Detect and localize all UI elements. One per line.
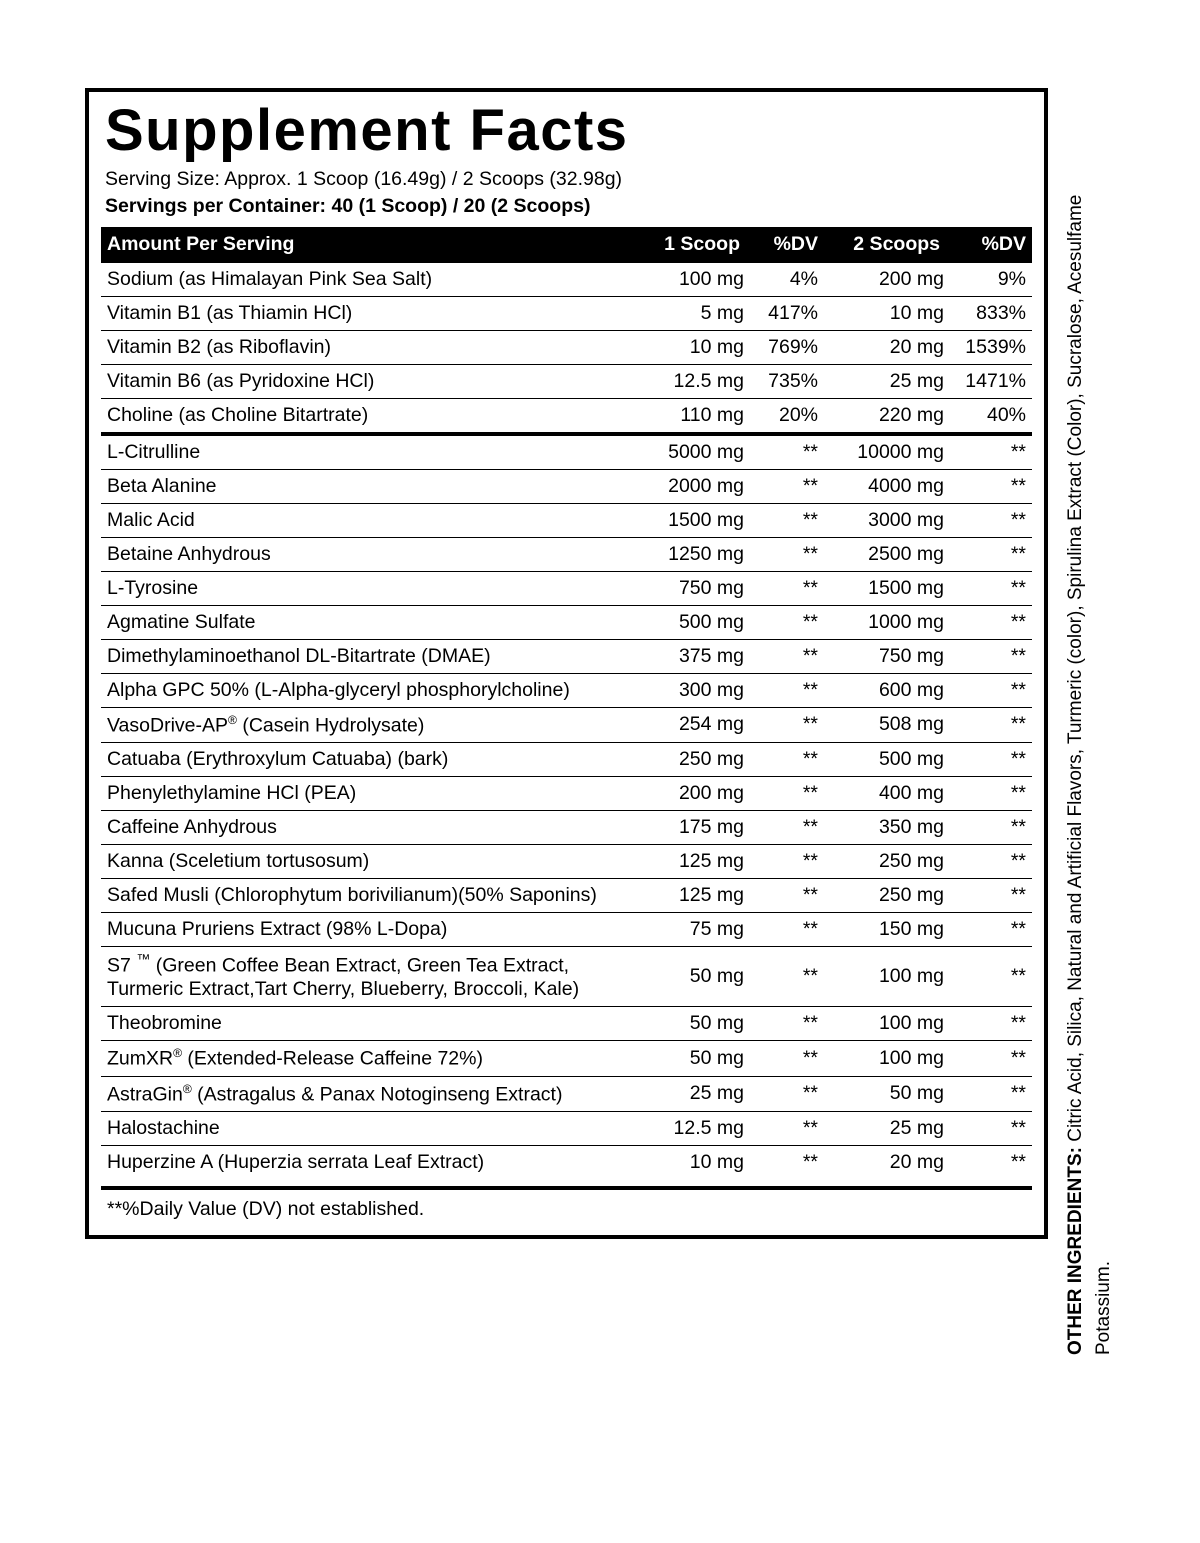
- row-amount-2-scoops: 10000 mg: [822, 434, 944, 470]
- row-name: Safed Musli (Chlorophytum borivilianum)(50% Saponins): [101, 879, 632, 913]
- row-name: Vitamin B1 (as Thiamin HCl): [101, 296, 632, 330]
- row-amount-2-scoops: 350 mg: [822, 811, 944, 845]
- table-row: [101, 879, 1032, 913]
- row-name: VasoDrive-AP® (Casein Hydrolysate): [101, 707, 632, 743]
- row-amount-1-scoop: 50 mg: [632, 947, 744, 1007]
- header-1-scoop: 1 Scoop: [664, 232, 740, 255]
- row-amount-1-scoop: 12.5 mg: [632, 1112, 744, 1146]
- header-dv-2-scoops: %DV: [981, 232, 1026, 255]
- row-dv-2-scoops: **: [944, 503, 1032, 537]
- row-dv-2-scoops: **: [944, 434, 1032, 470]
- table-row: [101, 707, 1032, 743]
- supplement-facts-panel: [85, 88, 1048, 1239]
- row-name: S7 ™ (Green Coffee Bean Extract, Green Tea Extract, Turmeric Extract,Tart Cherry, Blueberry, Broccoli, Kale): [101, 947, 632, 1007]
- row-amount-2-scoops: 100 mg: [822, 947, 944, 1007]
- row-amount-2-scoops: 750 mg: [822, 639, 944, 673]
- row-dv-1-scoop: **: [744, 537, 822, 571]
- row-amount-2-scoops: 3000 mg: [822, 503, 944, 537]
- table-row: [101, 1112, 1032, 1146]
- row-dv-2-scoops: **: [944, 469, 1032, 503]
- row-amount-2-scoops: 10 mg: [822, 296, 944, 330]
- row-dv-1-scoop: **: [744, 913, 822, 947]
- table-row: [101, 845, 1032, 879]
- row-amount-1-scoop: 200 mg: [632, 777, 744, 811]
- row-amount-1-scoop: 110 mg: [632, 398, 744, 434]
- row-amount-1-scoop: 1250 mg: [632, 537, 744, 571]
- row-dv-1-scoop: **: [744, 743, 822, 777]
- row-dv-2-scoops: **: [944, 639, 1032, 673]
- header-amount-per-serving: Amount Per Serving: [107, 232, 295, 255]
- row-amount-1-scoop: 500 mg: [632, 605, 744, 639]
- row-dv-2-scoops: 833%: [944, 296, 1032, 330]
- row-amount-1-scoop: 100 mg: [632, 262, 744, 296]
- row-dv-1-scoop: **: [744, 434, 822, 470]
- row-name: Vitamin B2 (as Riboflavin): [101, 330, 632, 364]
- row-dv-1-scoop: 735%: [744, 364, 822, 398]
- row-amount-2-scoops: 250 mg: [822, 845, 944, 879]
- row-amount-2-scoops: 50 mg: [822, 1076, 944, 1112]
- row-amount-1-scoop: 250 mg: [632, 743, 744, 777]
- table-row: [101, 503, 1032, 537]
- row-dv-2-scoops: 1471%: [944, 364, 1032, 398]
- row-dv-1-scoop: **: [744, 469, 822, 503]
- row-name: Malic Acid: [101, 503, 632, 537]
- row-name: L-Tyrosine: [101, 571, 632, 605]
- row-dv-1-scoop: 4%: [744, 262, 822, 296]
- nutrition-table: [101, 227, 1032, 1180]
- row-amount-1-scoop: 10 mg: [632, 330, 744, 364]
- row-amount-2-scoops: 4000 mg: [822, 469, 944, 503]
- row-name: Theobromine: [101, 1007, 632, 1041]
- row-amount-1-scoop: 10 mg: [632, 1146, 744, 1180]
- row-amount-2-scoops: 508 mg: [822, 707, 944, 743]
- table-row: [101, 1041, 1032, 1077]
- table-header-row: [101, 227, 1032, 263]
- header-dv-1-scoop: %DV: [773, 232, 818, 255]
- row-dv-1-scoop: **: [744, 571, 822, 605]
- row-amount-1-scoop: 254 mg: [632, 707, 744, 743]
- row-amount-2-scoops: 400 mg: [822, 777, 944, 811]
- servings-per-container-line: Servings per Container: 40 (1 Scoop) / 20 (2 Scoops): [105, 195, 591, 218]
- row-dv-1-scoop: 20%: [744, 398, 822, 434]
- row-name: Phenylethylamine HCl (PEA): [101, 777, 632, 811]
- table-row: [101, 1076, 1032, 1112]
- row-name: Sodium (as Himalayan Pink Sea Salt): [101, 262, 632, 296]
- row-amount-1-scoop: 50 mg: [632, 1007, 744, 1041]
- row-amount-1-scoop: 25 mg: [632, 1076, 744, 1112]
- row-dv-1-scoop: **: [744, 947, 822, 1007]
- row-name: Betaine Anhydrous: [101, 537, 632, 571]
- serving-size-line: Serving Size: Approx. 1 Scoop (16.49g) / 2 Scoops (32.98g): [105, 168, 623, 190]
- row-amount-2-scoops: 1500 mg: [822, 571, 944, 605]
- row-dv-2-scoops: **: [944, 913, 1032, 947]
- row-name: Vitamin B6 (as Pyridoxine HCl): [101, 364, 632, 398]
- row-name: ZumXR® (Extended-Release Caffeine 72%): [101, 1041, 632, 1077]
- page-title: Supplement Facts: [105, 98, 629, 163]
- row-dv-2-scoops: **: [944, 879, 1032, 913]
- table-row: [101, 330, 1032, 364]
- row-amount-2-scoops: 25 mg: [822, 1112, 944, 1146]
- row-name: Halostachine: [101, 1112, 632, 1146]
- row-dv-1-scoop: **: [744, 673, 822, 707]
- row-amount-2-scoops: 100 mg: [822, 1007, 944, 1041]
- table-row: [101, 296, 1032, 330]
- row-dv-2-scoops: **: [944, 845, 1032, 879]
- row-dv-1-scoop: **: [744, 1112, 822, 1146]
- row-amount-1-scoop: 175 mg: [632, 811, 744, 845]
- row-dv-1-scoop: **: [744, 503, 822, 537]
- row-dv-2-scoops: **: [944, 1076, 1032, 1112]
- row-dv-2-scoops: **: [944, 947, 1032, 1007]
- row-dv-2-scoops: 40%: [944, 398, 1032, 434]
- row-dv-2-scoops: **: [944, 777, 1032, 811]
- table-row: [101, 605, 1032, 639]
- row-amount-1-scoop: 750 mg: [632, 571, 744, 605]
- row-amount-1-scoop: 75 mg: [632, 913, 744, 947]
- row-dv-1-scoop: **: [744, 1007, 822, 1041]
- row-amount-2-scoops: 20 mg: [822, 330, 944, 364]
- row-dv-2-scoops: 1539%: [944, 330, 1032, 364]
- row-amount-2-scoops: 20 mg: [822, 1146, 944, 1180]
- other-ingredients-text: Citric Acid, Silica, Natural and Artificial Flavors, Turmeric (color), Spirulina Extract (Color), Sucralose, Acesulfame Potassium.: [1065, 194, 1114, 1355]
- row-dv-1-scoop: **: [744, 1041, 822, 1077]
- table-row: [101, 1007, 1032, 1041]
- row-amount-1-scoop: 50 mg: [632, 1041, 744, 1077]
- row-dv-1-scoop: **: [744, 879, 822, 913]
- row-amount-1-scoop: 12.5 mg: [632, 364, 744, 398]
- table-row: [101, 434, 1032, 470]
- row-dv-2-scoops: **: [944, 1007, 1032, 1041]
- table-row: [101, 262, 1032, 296]
- row-name: Caffeine Anhydrous: [101, 811, 632, 845]
- row-amount-2-scoops: 220 mg: [822, 398, 944, 434]
- row-amount-2-scoops: 150 mg: [822, 913, 944, 947]
- row-dv-2-scoops: **: [944, 1146, 1032, 1180]
- row-dv-1-scoop: **: [744, 777, 822, 811]
- table-row: [101, 398, 1032, 434]
- row-amount-2-scoops: 200 mg: [822, 262, 944, 296]
- header-2-scoops: 2 Scoops: [853, 232, 940, 255]
- row-dv-2-scoops: **: [944, 605, 1032, 639]
- row-dv-2-scoops: **: [944, 811, 1032, 845]
- row-name: Beta Alanine: [101, 469, 632, 503]
- row-name: Kanna (Sceletium tortusosum): [101, 845, 632, 879]
- row-dv-1-scoop: 417%: [744, 296, 822, 330]
- row-dv-2-scoops: **: [944, 537, 1032, 571]
- row-name: L-Citrulline: [101, 434, 632, 470]
- row-amount-1-scoop: 2000 mg: [632, 469, 744, 503]
- row-dv-2-scoops: 9%: [944, 262, 1032, 296]
- row-dv-2-scoops: **: [944, 571, 1032, 605]
- table-row: [101, 811, 1032, 845]
- row-name: Huperzine A (Huperzia serrata Leaf Extract): [101, 1146, 632, 1180]
- row-amount-2-scoops: 500 mg: [822, 743, 944, 777]
- row-dv-1-scoop: 769%: [744, 330, 822, 364]
- row-name: Mucuna Pruriens Extract (98% L-Dopa): [101, 913, 632, 947]
- row-amount-2-scoops: 100 mg: [822, 1041, 944, 1077]
- table-row: [101, 913, 1032, 947]
- row-amount-1-scoop: 125 mg: [632, 879, 744, 913]
- row-dv-2-scoops: **: [944, 743, 1032, 777]
- row-amount-2-scoops: 250 mg: [822, 879, 944, 913]
- row-dv-1-scoop: **: [744, 639, 822, 673]
- row-dv-2-scoops: **: [944, 1041, 1032, 1077]
- row-amount-2-scoops: 1000 mg: [822, 605, 944, 639]
- table-row: [101, 673, 1032, 707]
- row-dv-2-scoops: **: [944, 707, 1032, 743]
- row-dv-1-scoop: **: [744, 707, 822, 743]
- row-amount-2-scoops: 25 mg: [822, 364, 944, 398]
- row-dv-1-scoop: **: [744, 1146, 822, 1180]
- row-name: Catuaba (Erythroxylum Catuaba) (bark): [101, 743, 632, 777]
- table-row: [101, 537, 1032, 571]
- row-amount-1-scoop: 300 mg: [632, 673, 744, 707]
- table-row: [101, 639, 1032, 673]
- daily-value-footnote: **%Daily Value (DV) not established.: [101, 1186, 1032, 1225]
- row-dv-1-scoop: **: [744, 845, 822, 879]
- row-amount-2-scoops: 600 mg: [822, 673, 944, 707]
- row-name: Dimethylaminoethanol DL-Bitartrate (DMAE): [101, 639, 632, 673]
- table-row: [101, 743, 1032, 777]
- table-row: [101, 1146, 1032, 1180]
- row-dv-1-scoop: **: [744, 811, 822, 845]
- row-name: Alpha GPC 50% (L-Alpha-glyceryl phosphorylcholine): [101, 673, 632, 707]
- row-name: Choline (as Choline Bitartrate): [101, 398, 632, 434]
- row-dv-2-scoops: **: [944, 673, 1032, 707]
- row-name: AstraGin® (Astragalus & Panax Notoginseng Extract): [101, 1076, 632, 1112]
- row-amount-1-scoop: 1500 mg: [632, 503, 744, 537]
- table-row: [101, 571, 1032, 605]
- table-row: [101, 777, 1032, 811]
- other-ingredients-label: OTHER INGREDIENTS:: [1065, 1147, 1086, 1355]
- row-dv-1-scoop: **: [744, 605, 822, 639]
- row-name: Agmatine Sulfate: [101, 605, 632, 639]
- row-amount-1-scoop: 5 mg: [632, 296, 744, 330]
- row-amount-2-scoops: 2500 mg: [822, 537, 944, 571]
- row-amount-1-scoop: 125 mg: [632, 845, 744, 879]
- table-row: [101, 364, 1032, 398]
- table-row: [101, 469, 1032, 503]
- row-amount-1-scoop: 375 mg: [632, 639, 744, 673]
- row-dv-2-scoops: **: [944, 1112, 1032, 1146]
- table-row: [101, 947, 1032, 1007]
- row-dv-1-scoop: **: [744, 1076, 822, 1112]
- row-amount-1-scoop: 5000 mg: [632, 434, 744, 470]
